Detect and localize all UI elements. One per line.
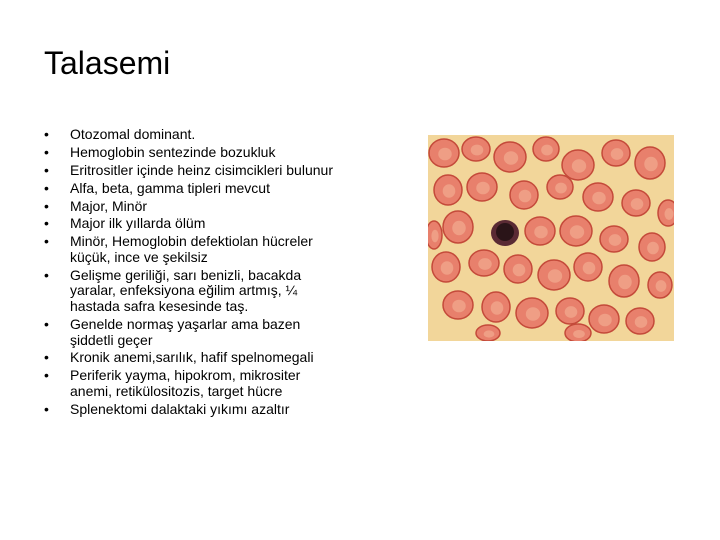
cell-pallor bbox=[471, 145, 484, 156]
bullet-text: Kronik anemi,sarılık, hafif spelnomegali bbox=[70, 349, 314, 366]
cell-pallor bbox=[438, 148, 452, 161]
bullet-marker: • bbox=[44, 197, 49, 214]
bullet-item bbox=[40, 181, 345, 197]
cell-pallor bbox=[513, 264, 526, 277]
bullet-item bbox=[40, 268, 345, 315]
bullet-text: Alfa, beta, gamma tipleri mevcut bbox=[70, 179, 270, 196]
cell-pallor bbox=[431, 230, 438, 243]
bullet-text: Periferik yayma, hipokrom, mikrositer anemi, retikülositozis, target hücre bbox=[70, 367, 301, 399]
cell-pallor bbox=[541, 145, 553, 156]
bullet-marker: • bbox=[44, 143, 49, 160]
cell-pallor bbox=[618, 275, 632, 289]
bullet-item bbox=[40, 163, 345, 179]
bullet-marker: • bbox=[44, 215, 49, 232]
bullet-text: Eritrositler içinde heinz cisimcikleri bulunur bbox=[70, 161, 333, 178]
cell-pallor bbox=[484, 330, 495, 337]
cell-pallor bbox=[631, 198, 644, 210]
bullet-marker: • bbox=[44, 266, 49, 283]
cell-pallor bbox=[647, 242, 659, 255]
bullet-marker: • bbox=[44, 315, 49, 332]
bullet-marker: • bbox=[44, 233, 49, 250]
bullet-item bbox=[40, 216, 345, 232]
bullet-text: Otozomal dominant. bbox=[70, 126, 196, 142]
cell-pallor bbox=[476, 182, 490, 195]
bullet-text: Major ilk yıllarda ölüm bbox=[70, 215, 206, 232]
cell-pallor bbox=[504, 151, 518, 165]
cell-pallor bbox=[572, 159, 586, 173]
blood-smear-image bbox=[428, 135, 674, 341]
cell-pallor bbox=[635, 316, 648, 328]
bullet-marker: • bbox=[44, 126, 49, 142]
nucleated-cell bbox=[491, 220, 519, 246]
bullet-text: Genelde normaş yaşarlar ama bazen şiddetli geçer bbox=[70, 315, 301, 348]
cell-pallor bbox=[555, 183, 567, 194]
bullet-text: Minör, Hemoglobin defektiolan hücreler küçük, ince ve şekilsiz bbox=[70, 233, 313, 265]
cell-pallor bbox=[573, 330, 585, 338]
bullet-item bbox=[40, 317, 345, 348]
cell-pallor bbox=[611, 148, 624, 160]
bullet-marker: • bbox=[44, 400, 49, 417]
bullet-list bbox=[40, 127, 345, 420]
cell-pallor bbox=[526, 307, 540, 321]
bullet-marker: • bbox=[44, 161, 49, 178]
cell-pallor bbox=[565, 306, 578, 318]
cell-pallor bbox=[598, 314, 612, 327]
cell-pallor bbox=[609, 234, 622, 246]
bullet-item bbox=[40, 127, 345, 143]
bullet-marker: • bbox=[44, 367, 49, 384]
cell-pallor bbox=[441, 261, 454, 275]
cell-pallor bbox=[452, 221, 466, 235]
cell-pallor bbox=[548, 269, 562, 283]
cell-pallor bbox=[570, 225, 584, 239]
bullet-text: Splenektomi dalaktaki yıkımı azaltır bbox=[70, 400, 290, 417]
cell-pallor bbox=[534, 226, 548, 239]
cell-pallor bbox=[656, 280, 667, 292]
bullet-text: Major, Minör bbox=[70, 197, 148, 214]
bullet-item bbox=[40, 199, 345, 215]
bullet-item bbox=[40, 402, 345, 418]
bullet-item bbox=[40, 350, 345, 366]
cell-pallor bbox=[443, 184, 456, 198]
bullet-text: Gelişme geriliği, sarı benizli, bacakda yaralar, enfeksiyona eğilim artmış, ¼ hastada safra kesesinde taş. bbox=[70, 266, 302, 315]
bullet-item bbox=[40, 145, 345, 161]
slide-title: Talasemi bbox=[44, 45, 171, 81]
bullet-marker: • bbox=[44, 179, 49, 196]
bullet-item bbox=[40, 368, 345, 399]
cell-pallor bbox=[592, 192, 606, 205]
cell-pallor bbox=[519, 190, 532, 203]
bullet-marker: • bbox=[44, 349, 49, 366]
cell-pallor bbox=[452, 300, 466, 313]
cell-pallor bbox=[583, 262, 596, 275]
cell-pallor bbox=[478, 258, 492, 270]
cell-pallor bbox=[665, 208, 674, 220]
bullet-text: Hemoglobin sentezinde bozukluk bbox=[70, 143, 276, 160]
bullet-item bbox=[40, 234, 345, 265]
cell-pallor bbox=[644, 157, 658, 171]
cell-pallor bbox=[491, 301, 504, 315]
